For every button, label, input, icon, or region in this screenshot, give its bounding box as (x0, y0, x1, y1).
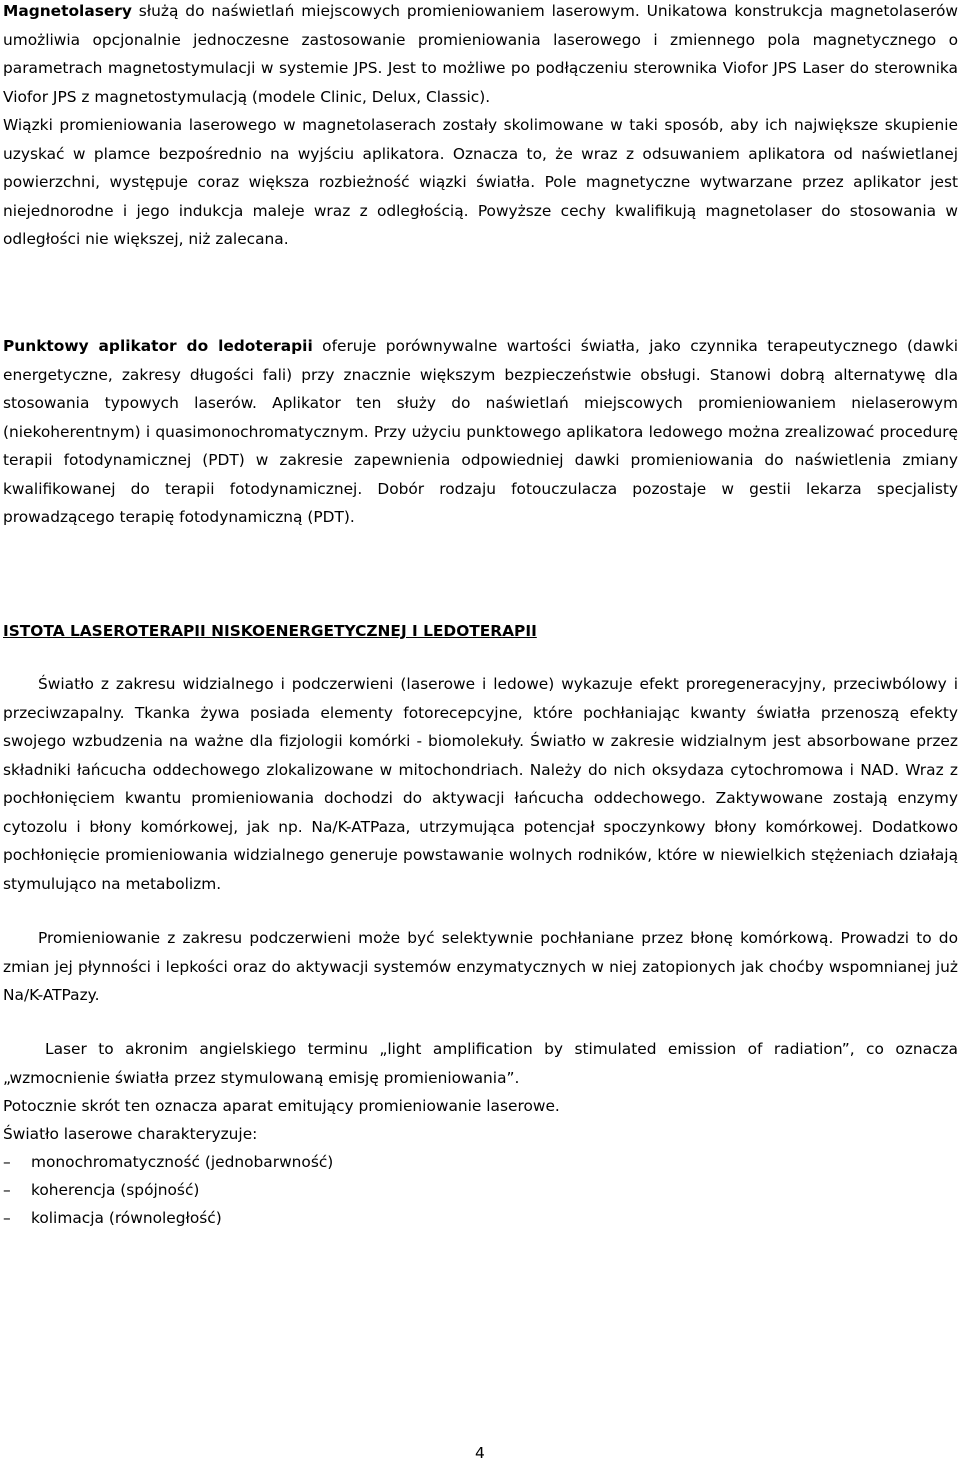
paragraph-swiatlo: Światło z zakresu widzialnego i podczerwieni (laserowe i ledowe) wykazuje efekt proregeneracyjny, przeciwbólowy i przeciwzapalny. Tkanka żywa posiada elementy fotorecepcyjne, które pochłaniając kwanty światła przenoszą efekty swojego wzbudzenia na ważne dla fizjologii komórki - biomolekuły. Światło w zakresie widzialnym jest absorbowane przez składniki łańcucha oddechowego zlokalizowane w mitochondriach. Należy do nich oksydaza cytochromowa i NAD. Wraz z pochłonięciem kwantu promieniowania dochodzi do aktywacji łańcucha oddechowego. Zaktywowane zostają enzymy cytozolu i błony komórkowej, jak np. Na/K-ATPaza, utrzymująca potencjał spoczynkowy błony komórkowej. Dodatkowo pochłonięcie promieniowania widzialnego generuje powstawanie wolnych rodników, które w niewielkich stężeniach działają stymulująco na metabolizm. (3, 675, 958, 893)
paragraph-lead-bold: Magnetolasery (3, 2, 132, 20)
paragraph-lead-bold: Punktowy aplikator do ledoterapii (3, 337, 313, 355)
paragraph-magnetolasery (3, 0, 958, 254)
paragraph-skrot: Potocznie skrót ten oznacza aparat emitujący promieniowanie laserowe. (3, 1097, 560, 1115)
section-heading: ISTOTA LASEROTERAPII NISKOENERGETYCZNEJ I LEDOTERAPII (3, 622, 537, 640)
dash-marker: – (3, 1209, 11, 1227)
list-item-text: kolimacja (równoległość) (31, 1209, 222, 1227)
paragraph-punktowy-aplikator (3, 332, 958, 532)
property-list (3, 1148, 333, 1232)
dash-marker: – (3, 1181, 11, 1199)
list-item (3, 1176, 333, 1204)
paragraph-podczerwien: Promieniowanie z zakresu podczerwieni może być selektywnie pochłaniane przez błonę komórkową. Prowadzi to do zmian jej płynności i lepkości oraz do aktywacji systemów enzymatycznych w niej zatopionych jak choćby wspomnianej już Na/K-ATPazy. (3, 929, 958, 1004)
list-item (3, 1148, 333, 1176)
list-item-text: monochromatyczność (jednobarwność) (31, 1153, 334, 1171)
paragraph-charakteryzuje: Światło laserowe charakteryzuje: (3, 1125, 258, 1143)
paragraph-laser-akronim: Laser to akronim angielskiego terminu „light amplification by stimulated emission of radiation”, co oznacza „wzmocnienie światła przez stymulowaną emisję promieniowania”. (3, 1040, 958, 1087)
dash-marker: – (3, 1153, 11, 1171)
paragraph-text: oferuje porównywalne wartości światła, jako czynnika terapeutycznego (dawki energetyczne, zakresy długości fali) przy znacznie większym bezpieczeństwie obsługi. Stanowi dobrą alternatywę dla stosowania typowych laserów. Aplikator ten służy do naświetlań miejscowych promieniowaniem nielaserowym (niekoherentnym) i quasimonochromatycznym. Przy użyciu punktowego aplikatora ledowego można zrealizować procedurę terapii fotodynamicznej (PDT) w zakresie zapewnienia odpowiedniej dawki promieniowania do naświetlenia zmiany kwalifikowanej do terapii fotodynamicznej. Dobór rodzaju fotouczulacza pozostaje w gestii lekarza specjalisty prowadzącego terapię fotodynamiczną (PDT). (3, 337, 959, 526)
list-item (3, 1204, 333, 1232)
paragraph-wiazki: Wiązki promieniowania laserowego w magnetolaserach zostały skolimowane w taki sposób, aby ich największe skupienie uzyskać w plamce bezpośrednio na wyjściu aplikatora. Oznacza to, że wraz z odsuwaniem aplikatora od naświetlanej powierzchni, występuje coraz większa rozbieżność wiązki światła. Pole magnetyczne wytwarzane przez aplikator jest niejednorodne i jego indukcja maleje wraz z odległością. Powyższe cechy kwalifikują magnetolaser do stosowania w odległości nie większej, niż zalecana. (3, 116, 958, 248)
page-number: 4 (475, 1444, 485, 1462)
paragraph-text: służą do naświetlań miejscowych promieniowaniem laserowym. Unikatowa konstrukcja magnetolaserów umożliwia opcjonalnie jednoczesne zastosowanie promieniowania laserowego i zmiennego pola magnetycznego o parametrach magnetostymulacji w systemie JPS. Jest to możliwe po podłączeniu sterownika Viofor JPS Laser do sterownika Viofor JPS z magnetostymulacją (modele Clinic, Delux, Classic). (3, 2, 958, 106)
list-item-text: koherencja (spójność) (31, 1181, 200, 1199)
